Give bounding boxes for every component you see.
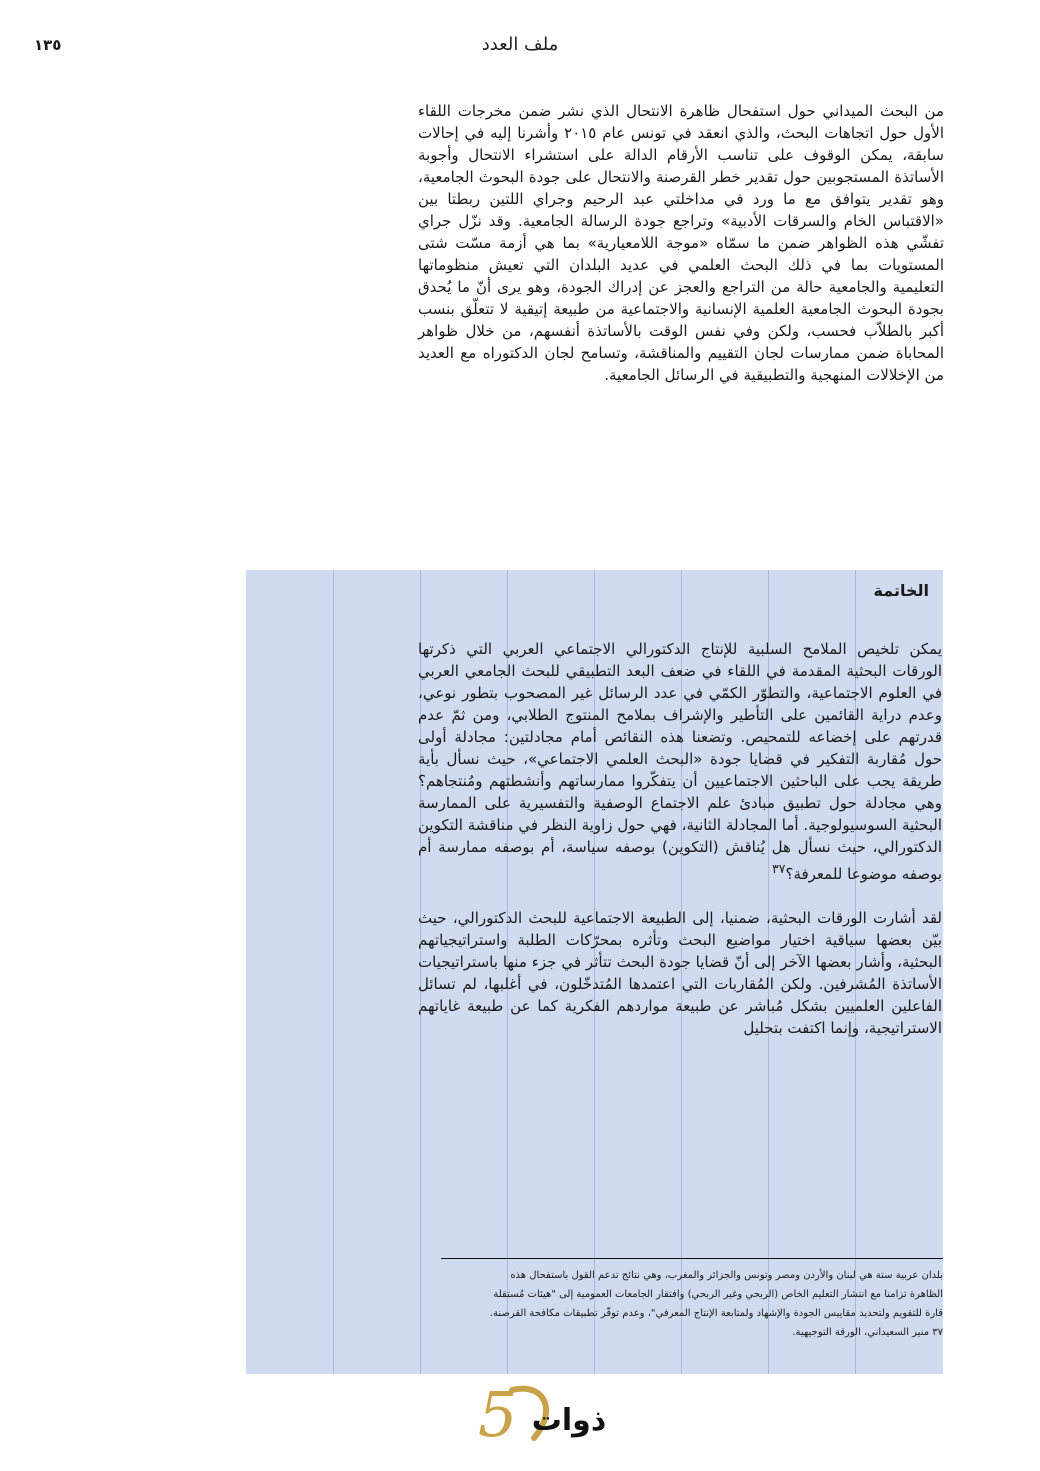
footnote-divider (441, 1258, 943, 1259)
dhawat-logo (474, 1380, 614, 1444)
footnote-37: ٣٧ منير السعيداني، الورقة التوجيهية. (792, 1327, 943, 1338)
conclusion-body (418, 638, 942, 1039)
footnote-line: قارة للتقويم ولتحديد مقاييس الجودة والإشهاد ولمتابعة الإنتاج المعرفي"، وعدم توفّر تطبيقات مكافحة القرصنة. (489, 1308, 943, 1319)
conclusion-paragraph-1-text: يمكن تلخيص الملامح السلبية للإنتاج الدكتورالي الاجتماعي العربي التي ذكرتها الورقات البحثية المقدمة في اللقاء في ضعف البعد التطبيقي للبحث الجامعي العربي في العلوم الاجتماعية، والتطوّر الكمّي في عدد الرسائل غير المصحوب بتطور نوعي، وعدم دراية القائمين على التأطير والإشراف بملامح المنتوج الطلابي، ومن ثمّ عدم قدرتهم على إخضاعه للتمحيص. وتضعنا هذه النقائص أمام مجادلتين: مجادلة أولى حول مُقاربة التفكير في قضايا جودة «البحث العلمي الاجتماعي»، حيث نسأل بأية طريقة يجب على الباحثين الاجتماعيين أن يتفكّروا ممارساتهم وأنشطتهم ومُنتجاهم؟ وهي مجادلة حول تطبيق مبادئ علم الاجتماع الوصفية والتفسيرية على الممارسة البحثية السوسيولوجية. أما المجادلة الثانية، فهي حول زاوية النظر في مناقشة التكوين الدكتورالي، حيث نسأل هل يُناقش (التكوين) بوصفه سياسة، أم بوصفه ممارسة أم بوصفه موضوعا للمعرفة؟ (418, 640, 942, 883)
article-paragraph: من البحث الميداني حول استفحال ظاهرة الانتحال الذي نشر ضمن مخرجات اللقاء الأول حول اتجاهات البحث، والذي انعقد في تونس عام ٢٠١٥ وأشرنا إليه في إحالات سابقة، يمكن الوقوف على تناسب الأرقام الدالة على استشراء الانتحال وأجوبة الأساتذة المستجوبين حول تقدير خطر القرصنة والانتحال على جودة البحوث الجامعية، وهو تقدير يتوافق مع ما ورد في مداخلتي عبد الرحيم وجراي اللتين ربطتا بين «الاقتباس الخام والسرقات الأدبية» وتراجع جودة الرسالة الجامعية. وقد نزّل جراي تفشّي هذه الظواهر ضمن ما سمّاه «موجة اللامعيارية» بما هي أزمة مسّت شتى المستويات بما في ذلك البحث العلمي في عديد البلدان التي تعيش منظوماتها التعليمية والجامعية حالة من التراجع والعجز عن إدراك الجودة، وهو يرى أنّ ما يُحدق بجودة البحوث الجامعية العلمية الإنسانية والاجتماعية من طبيعة إتيقية لا تتعلّق بنسب أكبر بالطلاّب فحسب، ولكن وفي نفس الوقت بالأساتذة أنفسهم، من خلال ظواهر المحاباة ضمن ممارسات لجان التقييم والمناقشة، وتسامح لجان الدكتوراه مع العديد من الإخلالات المنهجية والتطبيقية في الرسائل الجامعية. (418, 102, 945, 384)
conclusion-paragraph-2: لقد أشارت الورقات البحثية، ضمنيا، إلى الطبيعة الاجتماعية للبحث الدكتورالي، حيث بيّن بعضها سياقية اختيار مواضيع البحث وتأثره بمحرّكات الطلبة واستراتيجياتهم البحثية، وأشار بعضها الآخر إلى أنّ قضايا جودة البحث تتأثر في جزء منها باستراتيجيات الأساتذة المُشرفين. ولكن المُقاربات التي اعتمدها المُتدخّلون، في أغلبها، لم تسائل الفاعلين العلميين بشكل مُباشر عن طبيعة مواردهم الفكرية كما عن طبيعة غاياتهم الاستراتيجية، وإنما اكتفت بتحليل (418, 909, 942, 1037)
conclusion-paragraph-1 (418, 638, 942, 885)
footnotes (426, 1266, 943, 1342)
conclusion-box (246, 570, 943, 1374)
footnote-reference[interactable]: ٣٧ (772, 861, 786, 876)
logo-numeral: 5 (478, 1380, 518, 1444)
conclusion-heading: الخاتمة (873, 581, 929, 600)
footnote-line: بلدان عربية ستة هي لبنان والأردن ومصر وتونس والجزائر والمغرب، وهي نتائج تدعم القول باستفحال هذه (510, 1270, 943, 1281)
footnote-line: الظاهرة تزامنا مع انتشار التعليم الخاص (الربحي وغير الربحي) وافتقار الجامعات العمومية إلى "هيئات مُستقلة (493, 1289, 943, 1300)
logo-wordmark: ذوات (531, 1403, 607, 1438)
running-header: ملف العدد (481, 34, 559, 55)
page-number: ١٣٥ (34, 36, 62, 54)
grid-line (333, 570, 334, 1374)
